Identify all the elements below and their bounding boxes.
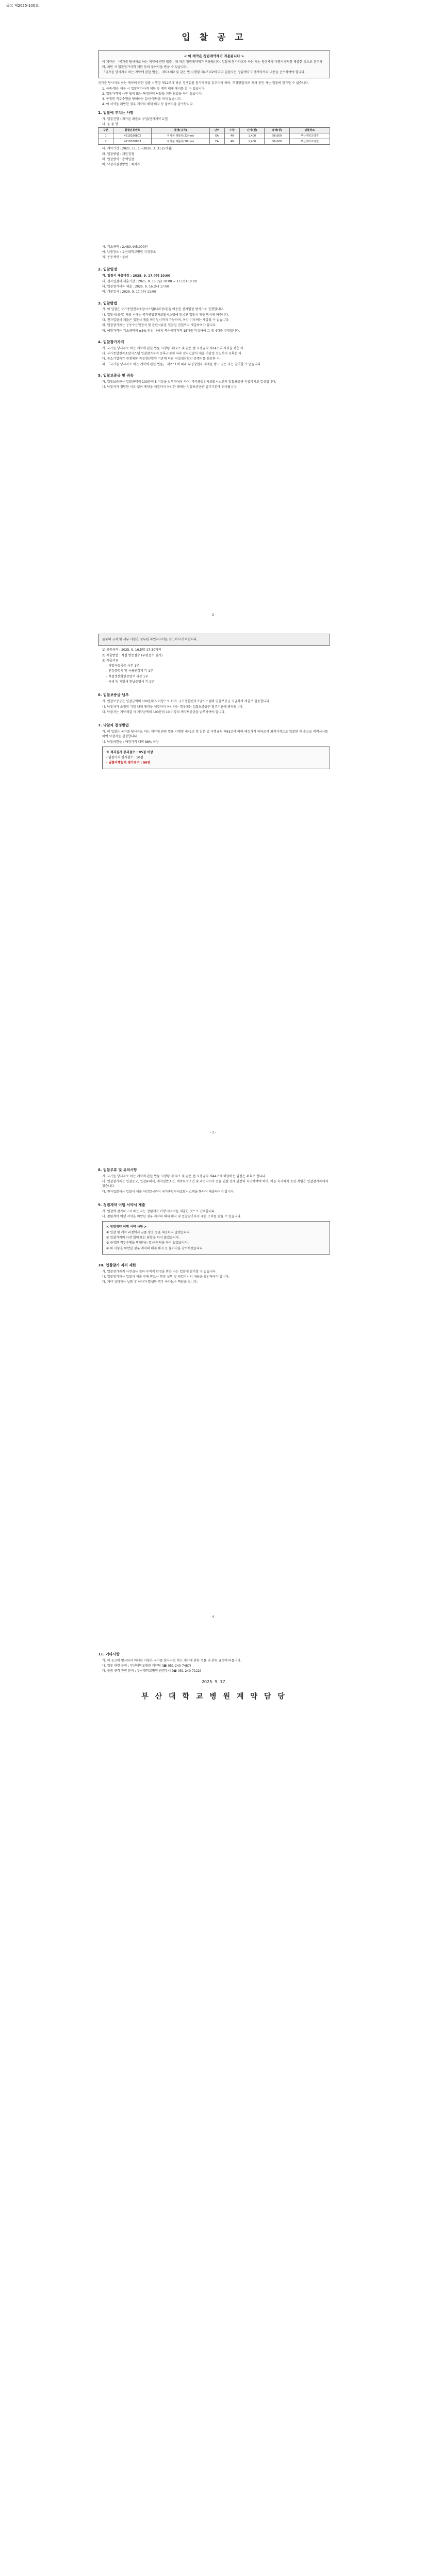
integrity-notice-title: < 이 계약은 청렴계약제가 적용됩니다 > [184,54,244,59]
table-cell: 4218180802 [113,133,152,139]
doc-list-item: - 사업자등록증 사본 1부 [106,664,139,668]
table-cell: 부산대학교병원 [289,133,330,139]
table-cell: 저카본 레틀록(22mm) [152,133,209,139]
notice-number: 공고 제2025-100호 [6,4,39,8]
joint-contract: 자. 공동계약 : 불허 [102,256,128,260]
contract-period: 다. 계약기간 : 2025. 11. 1.~2026. 3. 31.(5개월) [102,147,173,151]
page-1 [98,31,330,390]
page-number: - 2 - [210,613,216,617]
notice-list-item: 3. 공정한 직무수행을 방해하는 알선·청탁을 하지 않습니다. [102,97,182,101]
award-method: 바. 낙찰자결정방법 : 최저가 [102,163,140,167]
notice-list-item: 4. 이 서약을 위반한 경우 계약의 해제·해지 등 불이익을 감수합니다. [102,103,194,107]
table-cell: 1 [99,133,113,139]
section-heading: 8. 입찰무효 및 유의사항 [98,1168,137,1172]
schedule-item: 나. 전자입찰서 제출기간 : 2025. 9. 15.(월) 10:00 ~ 17.(수) 10:00 [102,279,197,283]
schedule-item: 라. 개찰일시 : 2025. 9. 17.(수) 11:00 [102,290,156,294]
evaluation-line: - 납품이행능력 평가점수 : 50점 [106,761,151,765]
method-item: 마. 예정가격은 기초금액의 ±3% 범위 내에서 복수예비가격 15개를 작성하여 그 중 4개를 추첨합니다. [102,329,240,333]
table-cell: EA [209,139,224,145]
bid-type: 마. 입찰방식 : 총액입찰 [102,158,134,161]
document-title: 입 찰 공 고 [182,32,247,43]
pledge-line: ② 입찰가격의 사전 협의 또는 담합을 하지 않겠습니다. [106,1236,180,1240]
table-cell: 40 [224,133,239,139]
guarantee-item: 가. 입찰보증금은 입찰금액의 100분의 5 이상으로 하며, 국가종합전자조달시스템의 입찰보증금 지급각서 제출로 갈음합니다. [102,700,270,704]
spec-notice-text: 물품의 규격 및 세부 사항은 첨부된 과업지시서를 참고하시기 바랍니다. [102,638,198,641]
table-row [99,133,330,139]
integrity-line: 「국가를 당사자로 하는 계약에 관한 법률」 제5조의2 및 같은 법 시행령 제4조의2에 따라 입찰자는 청렴계약 이행서약서의 내용을 준수하여야 합니다. [102,71,305,74]
method-item: 나. 입찰서(총액) 제출 시에는 국가종합전자조달시스템에 등록된 입찰서 제출 방식에 따릅니다. [102,313,229,317]
qualification-note: 국가를 당사자로 하는 계약에 관한 법률 시행령 제12조에 따른 경쟁입찰 참가자격을 갖추어야 하며, 부정당업자로 제재 중인 자는 입찰에 참가할 수 없습니다. [98,81,309,86]
pledge-box [102,1221,330,1254]
section-heading: 1. 입찰에 부치는 사항 [98,110,134,115]
table-header: 단위 [209,128,224,133]
table-cell: 4218180803 [113,139,152,145]
agency-name: 부 산 대 학 교 병 원 계 약 담 당 [141,1692,287,1701]
table-cell: 40 [224,139,239,145]
table-cell: 56,000 [265,133,289,139]
notice-list-item: 1. 금품·향응 제공 시 입찰참가자격 제한 및 계약 해제·해지를 할 수 있습니다. [102,87,206,91]
qualification-item: 가. 국가를 당사자로 하는 계약에 관한 법률 시행령 제12조 및 같은 법 시행규칙 제14조의 자격을 갖춘 자 [102,346,243,350]
table-header: 물품분류번호 [113,128,152,133]
page-4 [98,1164,330,1285]
section-heading: 7. 낙찰자 결정방법 [98,723,129,728]
misc-item: 나. 입찰 관련 문의 : 부산대학교병원 계약팀 (☎ 051-240-7487) [102,1664,191,1668]
table-header: 단가(원) [240,128,265,133]
misc-item: 가. 이 공고에 명시되지 아니한 사항은 국가를 당사자로 하는 계약에 관한 법률 및 관련 규정에 따릅니다. [102,1658,242,1663]
table-header: 품명(규격) [152,128,209,133]
table-cell: 1,400 [240,133,265,139]
misc-item: 다. 물품 규격 관련 문의 : 부산대학교병원 관련부서 (☎ 051-240-7122) [102,1669,201,1673]
doc-list-item: 3) 제출서류 [102,658,119,663]
section-heading: 10. 입찰참가 자격 제한 [98,1263,136,1267]
item-table [98,127,330,145]
pledge-line: ① 입찰 및 계약 과정에서 금품·향응 등을 제공하지 않겠습니다. [106,1230,191,1234]
pledge-line: < 청렴계약 이행 서약 사항 > [106,1225,147,1229]
integrity-notice-box [98,50,330,78]
method-item: 라. 입찰참가자는 공동수급협정서 및 관련서류를 입찰일 전일까지 제출하여야 합니다. [102,324,217,328]
evaluation-line: ※ 적격심사 통과점수 : 85점 이상 [106,750,153,754]
deposit-item: 나. 낙찰자가 정당한 이유 없이 계약을 체결하지 아니한 때에는 입찰보증금은 발주기관에 귀속됩니다. [102,385,238,389]
table-cell: 부산대학교병원 [289,139,330,145]
doc-list-item: 1) 물품규격 : 2025. 9. 16.(화) 17:30까지 [102,648,161,652]
section-heading: 9. 청렴계약 이행 서약서 제출 [98,1203,145,1208]
award-item: 나. 낙찰하한율 : 예정가격 대비 88% 이상 [102,740,159,744]
section-heading: 6. 입찰보증금 납부 [98,693,129,698]
delivery-place: 아. 납품장소 : 부산대학교병원 지정장소 [102,250,156,254]
caution-item: 다. 전자입찰서는 입찰서 제출 마감일시까지 국가종합전자조달시스템을 통하여 제출하여야 합니다. [102,1190,235,1194]
section-heading: 3. 입찰방법 [98,301,118,306]
doc-list-item: - 인감증명서 및 사용인감계 각 1부 [106,669,153,673]
evaluation-line: - 입찰가격 평가점수 : 50점 [106,756,143,760]
integrity-line: 이 계약은 「국가를 당사자로 하는 계약에 관한 법률」에 따른 청렴계약제가 적용됩니다. 입찰에 참가하고자 하는 자는 청렴계약 이행서약서를 제출한 것으로 간주하며, 위반 시 입찰참가자격 제한 등의 불이익을 받을 수 있습니다. [102,60,322,69]
restriction-item: 다. 계약 상대자는 납품 후 하자가 발생한 경우 하자보수 책임을 집니다. [102,1280,198,1284]
spec-notice-box [98,634,330,646]
bid-method: 라. 입찰방법 : 제한경쟁 [102,152,134,156]
section-heading: 2. 입찰일정 [98,267,118,272]
notice-date: 2025. 9. 17. [201,1679,227,1684]
table-header: 총액(원) [265,128,289,133]
page-number: - 3 - [210,1131,216,1134]
page-number: - 4 - [210,1615,216,1619]
restriction-item: 나. 입찰참가자는 입찰서 제출 전에 반드시 현장 설명 및 과업지시서 내용을 확인하여야 합니다. [102,1275,230,1279]
item-table-title: 나. 물 품 명 [102,122,118,126]
table-cell: 1,400 [240,139,265,145]
pledge-line: ④ 위 사항을 위반한 경우 계약의 해제·해지 등 불이익을 감수하겠습니다. [106,1246,204,1250]
notice-list-item: 2. 입찰가격의 사전 협의 또는 특정인의 낙찰을 위한 담합을 하지 않습니다. [102,92,203,96]
method-item: 가. 이 입찰은 국가종합전자조달시스템(나라장터)을 이용한 전자입찰 방식으로 집행합니다. [102,308,224,312]
caution-item: 나. 입찰참가자는 입찰공고, 입찰유의서, 계약일반조건, 계약특수조건 및 과업지시서 등을 입찰 전에 완전히 숙지하여야 하며, 이를 숙지하지 못한 책임은 입찰참가자에게 있습니다. [102,1180,328,1189]
guarantee-item: 나. 낙찰자가 소정의 기일 내에 계약을 체결하지 아니하는 경우에는 입찰보증금은 발주기관에 귀속됩니다. [102,705,244,709]
table-header: 구분 [99,128,113,133]
section-heading: 4. 입찰참가자격 [98,340,124,344]
restriction-item: 가. 입찰참가자격 사전심사 결과 부적격 판정을 받은 자는 입찰에 참가할 수 없습니다. [102,1269,217,1274]
section-heading: 5. 입찰보증금 및 귀속 [98,373,134,378]
table-cell: 2 [99,139,113,145]
caution-item: 가. 국가를 당사자로 하는 계약에 관한 법률 시행령 제39조 및 같은 법 시행규칙 제44조에 해당하는 입찰은 무효로 합니다. [102,1174,267,1178]
qualification-item: 라. 「국가를 당사자로 하는 계약에 관한 법률」 제27조에 따라 부정당업자 제재를 받고 있는 자는 참가할 수 없습니다. [102,362,261,366]
doc-list-item: - 국세 및 지방세 완납증명서 각 1부 [106,680,154,684]
table-header: 납품장소 [289,128,330,133]
page-3 [98,634,330,769]
pledge-line: ③ 공정한 직무수행을 방해하는 알선·청탁을 하지 않겠습니다. [106,1241,189,1245]
table-cell: 저카본 레틀록(28mm) [152,139,209,145]
deposit-item: 가. 입찰보증금은 입찰금액의 100분의 5 이상을 납부하여야 하며, 국가종합전자조달시스템의 입찰보증금 지급각서로 갈음합니다. [102,380,276,384]
integrity-item: 나. 청렴계약 이행 서약을 위반한 경우 계약의 해제·해지 및 입찰참가자격 제한 조치를 받을 수 있습니다. [102,1215,242,1219]
base-amount: 사. 기초금액 : 2,480,445,000원 [102,245,148,249]
table-cell: EA [209,133,224,139]
page-5 [98,1649,330,1703]
schedule-item: 가. 입찰서 제출마감 : 2025. 9. 17.(수) 10:00 [102,274,171,278]
method-item: 다. 전자입찰서 제출은 입찰서 제출 마감일시까지 가능하며, 마감 이후에는 제출할 수 없습니다. [102,318,230,322]
qualification-item: 나. 국가종합전자조달시스템 입찰참가자격 등록규정에 따라 전자입찰서 제출 마감일 전일까지 등록한 자 [102,351,242,355]
schedule-item: 다. 입찰참가서류 제출 : 2025. 9. 16.(화) 17:00 [102,284,169,289]
integrity-item: 가. 입찰에 참가하고자 하는 자는 청렴계약 이행 서약서를 제출한 것으로 간주합니다. [102,1209,216,1213]
award-item: 가. 이 입찰은 국가를 당사자로 하는 계약에 관한 법률 시행령 제42조 및 같은 법 시행규칙 제43조에 따라 예정가격 이하로서 최저가격으로 입찰한 자 순으로 적격심사를 하여 낙찰자를 결정합니다. [102,730,328,739]
doc-list-item: 2) 제출방법 : 직접 방문접수 (우편접수 불가) [102,653,163,657]
bid-name: 가. 입찰건명 : 저카본 레틀록 구입(단가계약 2건) [102,117,169,121]
doc-list-item: - 직접생산확인증명서 사본 1부 [106,674,149,679]
qualification-item: 다. 중소기업자간 경쟁제품 직접생산확인 기준에 따른 직접생산확인 증명서를 보유한 자 [102,357,220,361]
section-heading: 11. 기타사항 [98,1652,120,1656]
table-row [99,139,330,145]
table-header: 수량 [224,128,239,133]
evaluation-box [102,747,330,769]
table-cell: 56,000 [265,139,289,145]
guarantee-item: 다. 낙찰자는 계약체결 시 계약금액의 100분의 10 이상의 계약보증금을 납부하여야 합니다. [102,710,226,714]
